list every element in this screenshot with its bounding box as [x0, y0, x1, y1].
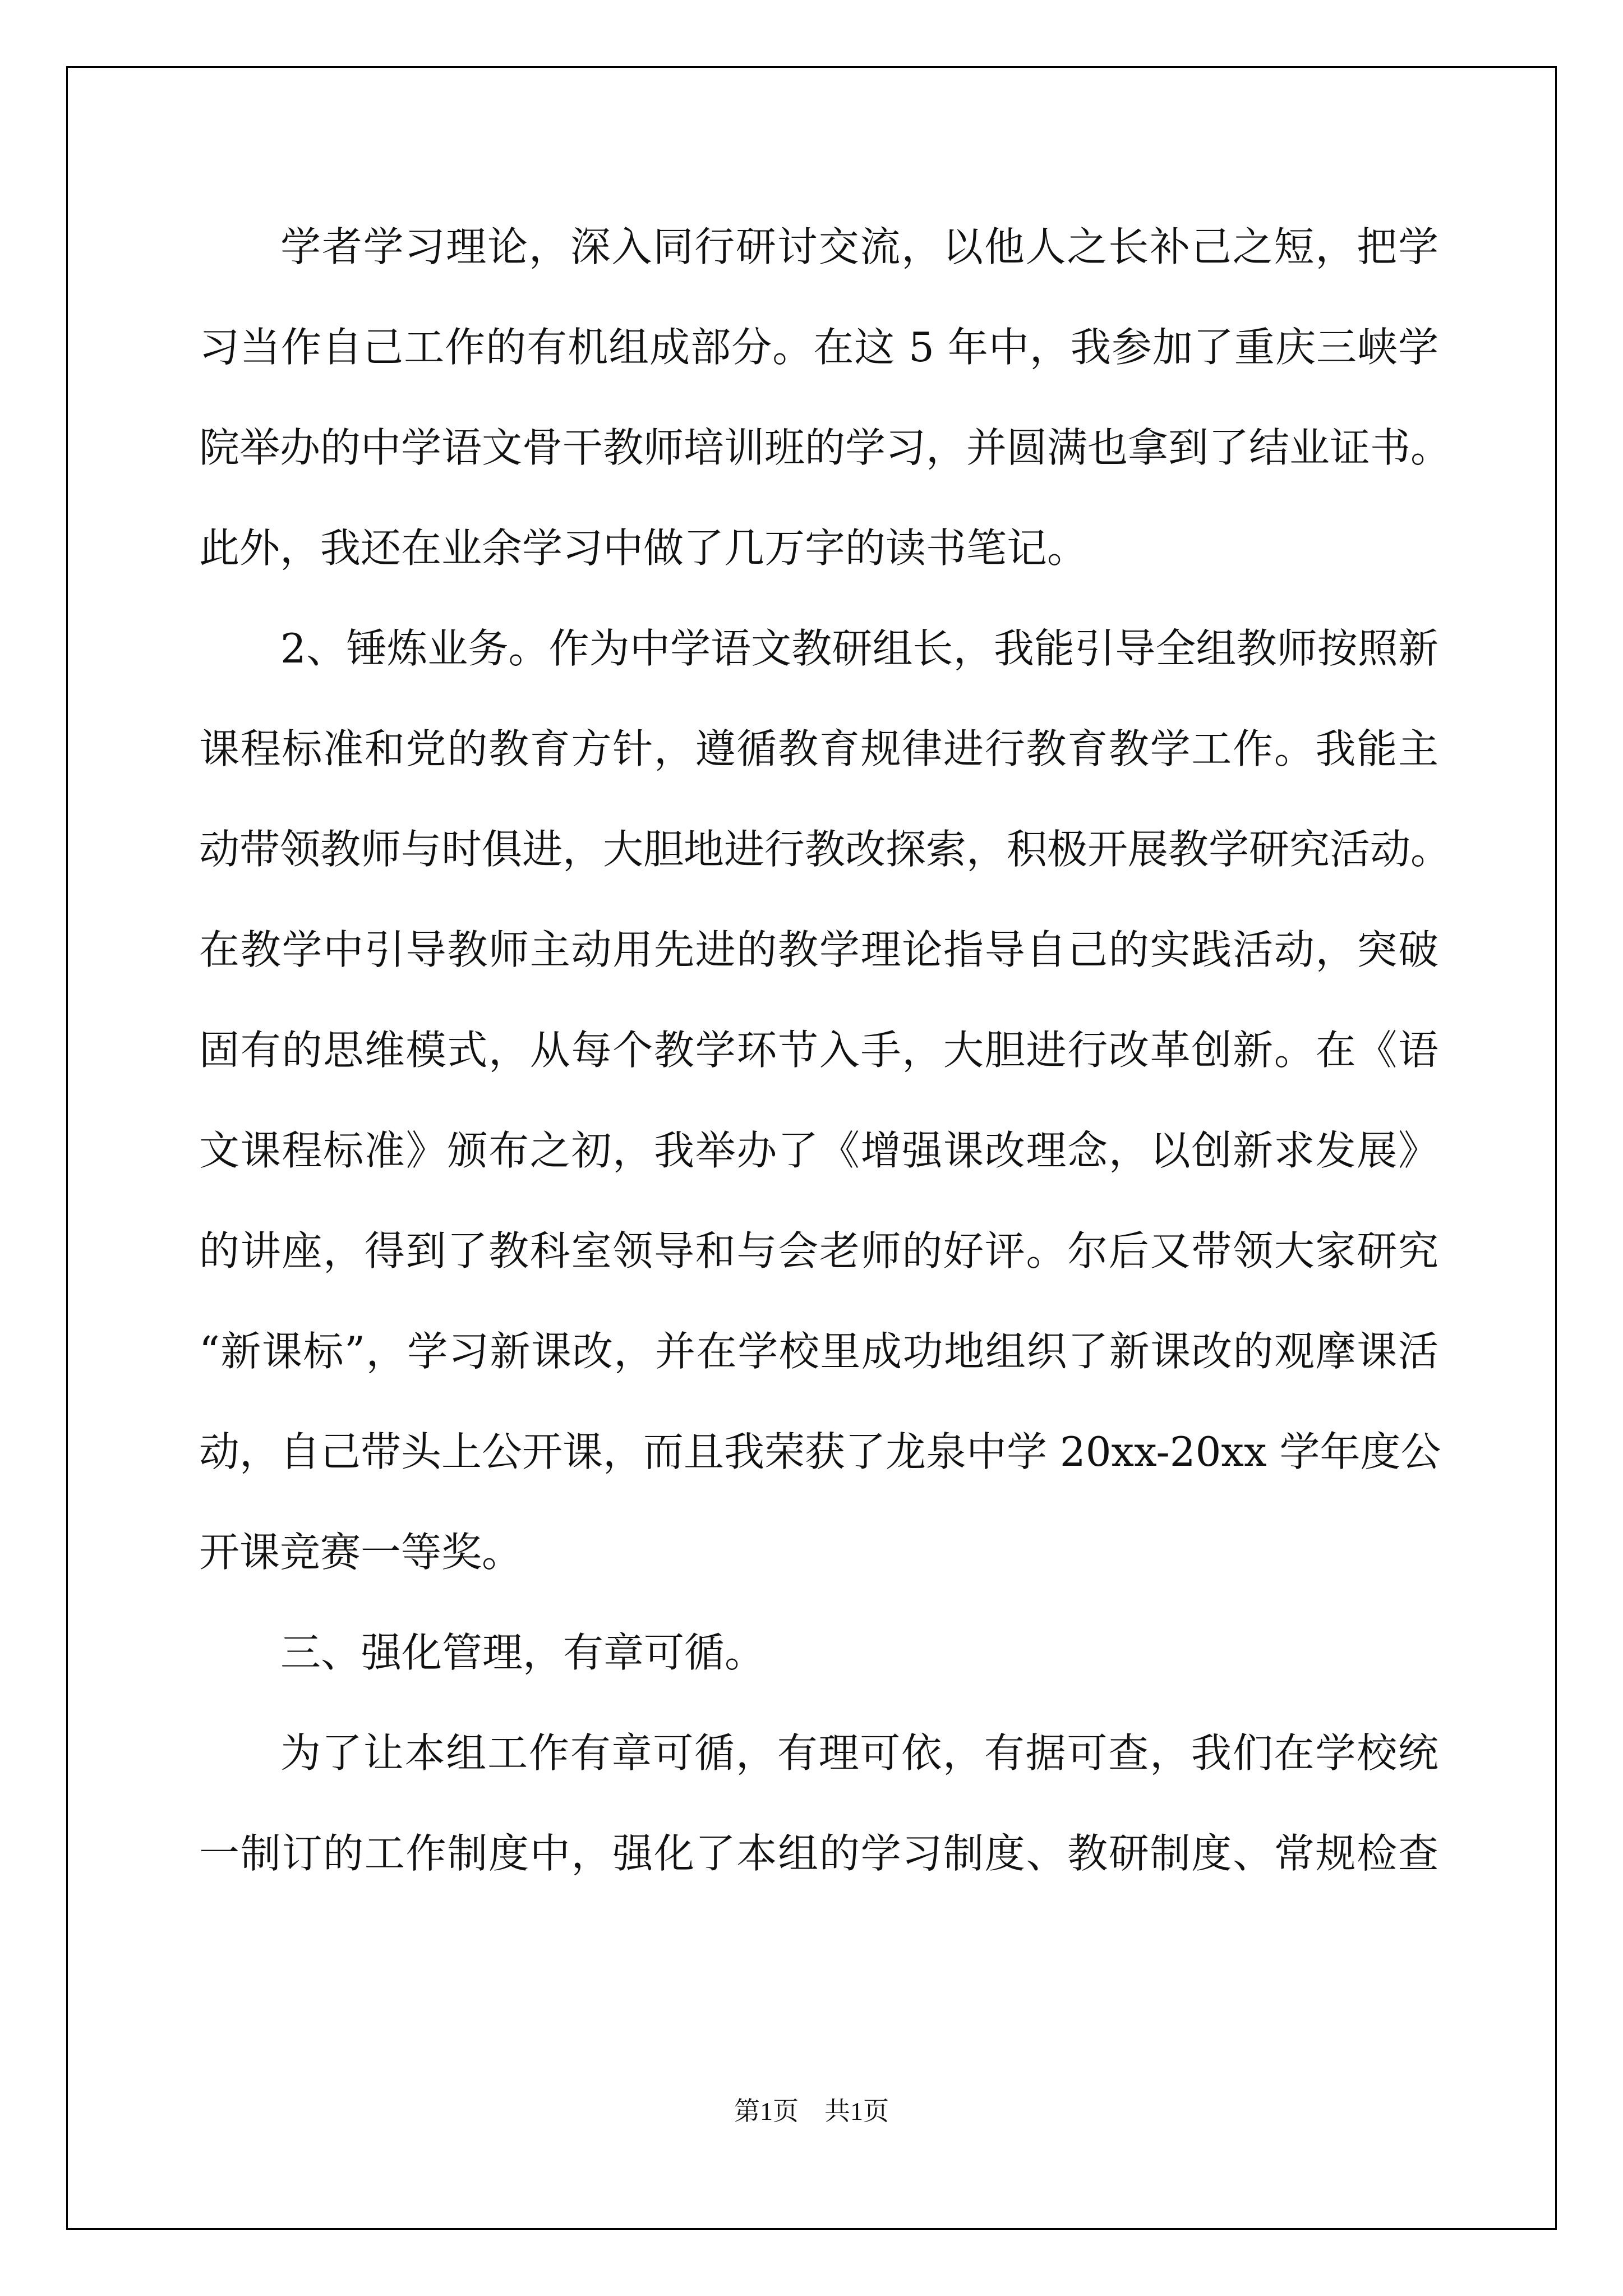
text-line: 固有的思维模式，从每个教学环节入手，大胆进行改革创新。在《语 [199, 1027, 1438, 1074]
page-footer: 第1页 共1页 [734, 2097, 889, 2125]
text-line: “新课标”，学习新课改，并在学校里成功地组织了新课改的观摩课活 [199, 1328, 1438, 1375]
text-line: 2、锤炼业务。作为中学语文教研组长，我能引导全组教师按照新 [280, 625, 1438, 672]
text-line: 的讲座，得到了教科室领导和与会老师的好评。尔后又带领大家研究 [199, 1227, 1438, 1274]
section-heading: 三、强化管理，有章可循。 [280, 1629, 766, 1676]
text-line: 动，自己带头上公开课，而且我荣获了龙泉中学 20xx-20xx 学年度公 [199, 1428, 1441, 1475]
text-line: 动带领教师与时俱进，大胆地进行教改探索，积极开展教学研究活动。 [199, 826, 1451, 873]
text-line: 课程标准和党的教育方针，遵循教育规律进行教育教学工作。我能主 [199, 725, 1438, 772]
text-line: 学者学习理论，深入同行研讨交流，以他人之长补己之短，把学 [280, 223, 1438, 270]
text-line: 一制订的工作制度中，强化了本组的学习制度、教研制度、常规检查 [199, 1830, 1438, 1877]
text-line: 在教学中引导教师主动用先进的教学理论指导自己的实践活动，突破 [199, 926, 1438, 973]
text-line: 院举办的中学语文骨干教师培训班的学习，并圆满也拿到了结业证书。 [199, 424, 1451, 471]
text-line: 习当作自己工作的有机组成部分。在这 5 年中，我参加了重庆三峡学 [199, 324, 1438, 371]
text-line: 开课竞赛一等奖。 [199, 1529, 523, 1576]
text-line: 文课程标准》颁布之初，我举办了《增强课改理念，以创新求发展》 [199, 1127, 1438, 1174]
text-line: 为了让本组工作有章可循，有理可依，有据可查，我们在学校统 [280, 1729, 1438, 1777]
text-line: 此外，我还在业余学习中做了几万字的读书笔记。 [199, 524, 1088, 572]
